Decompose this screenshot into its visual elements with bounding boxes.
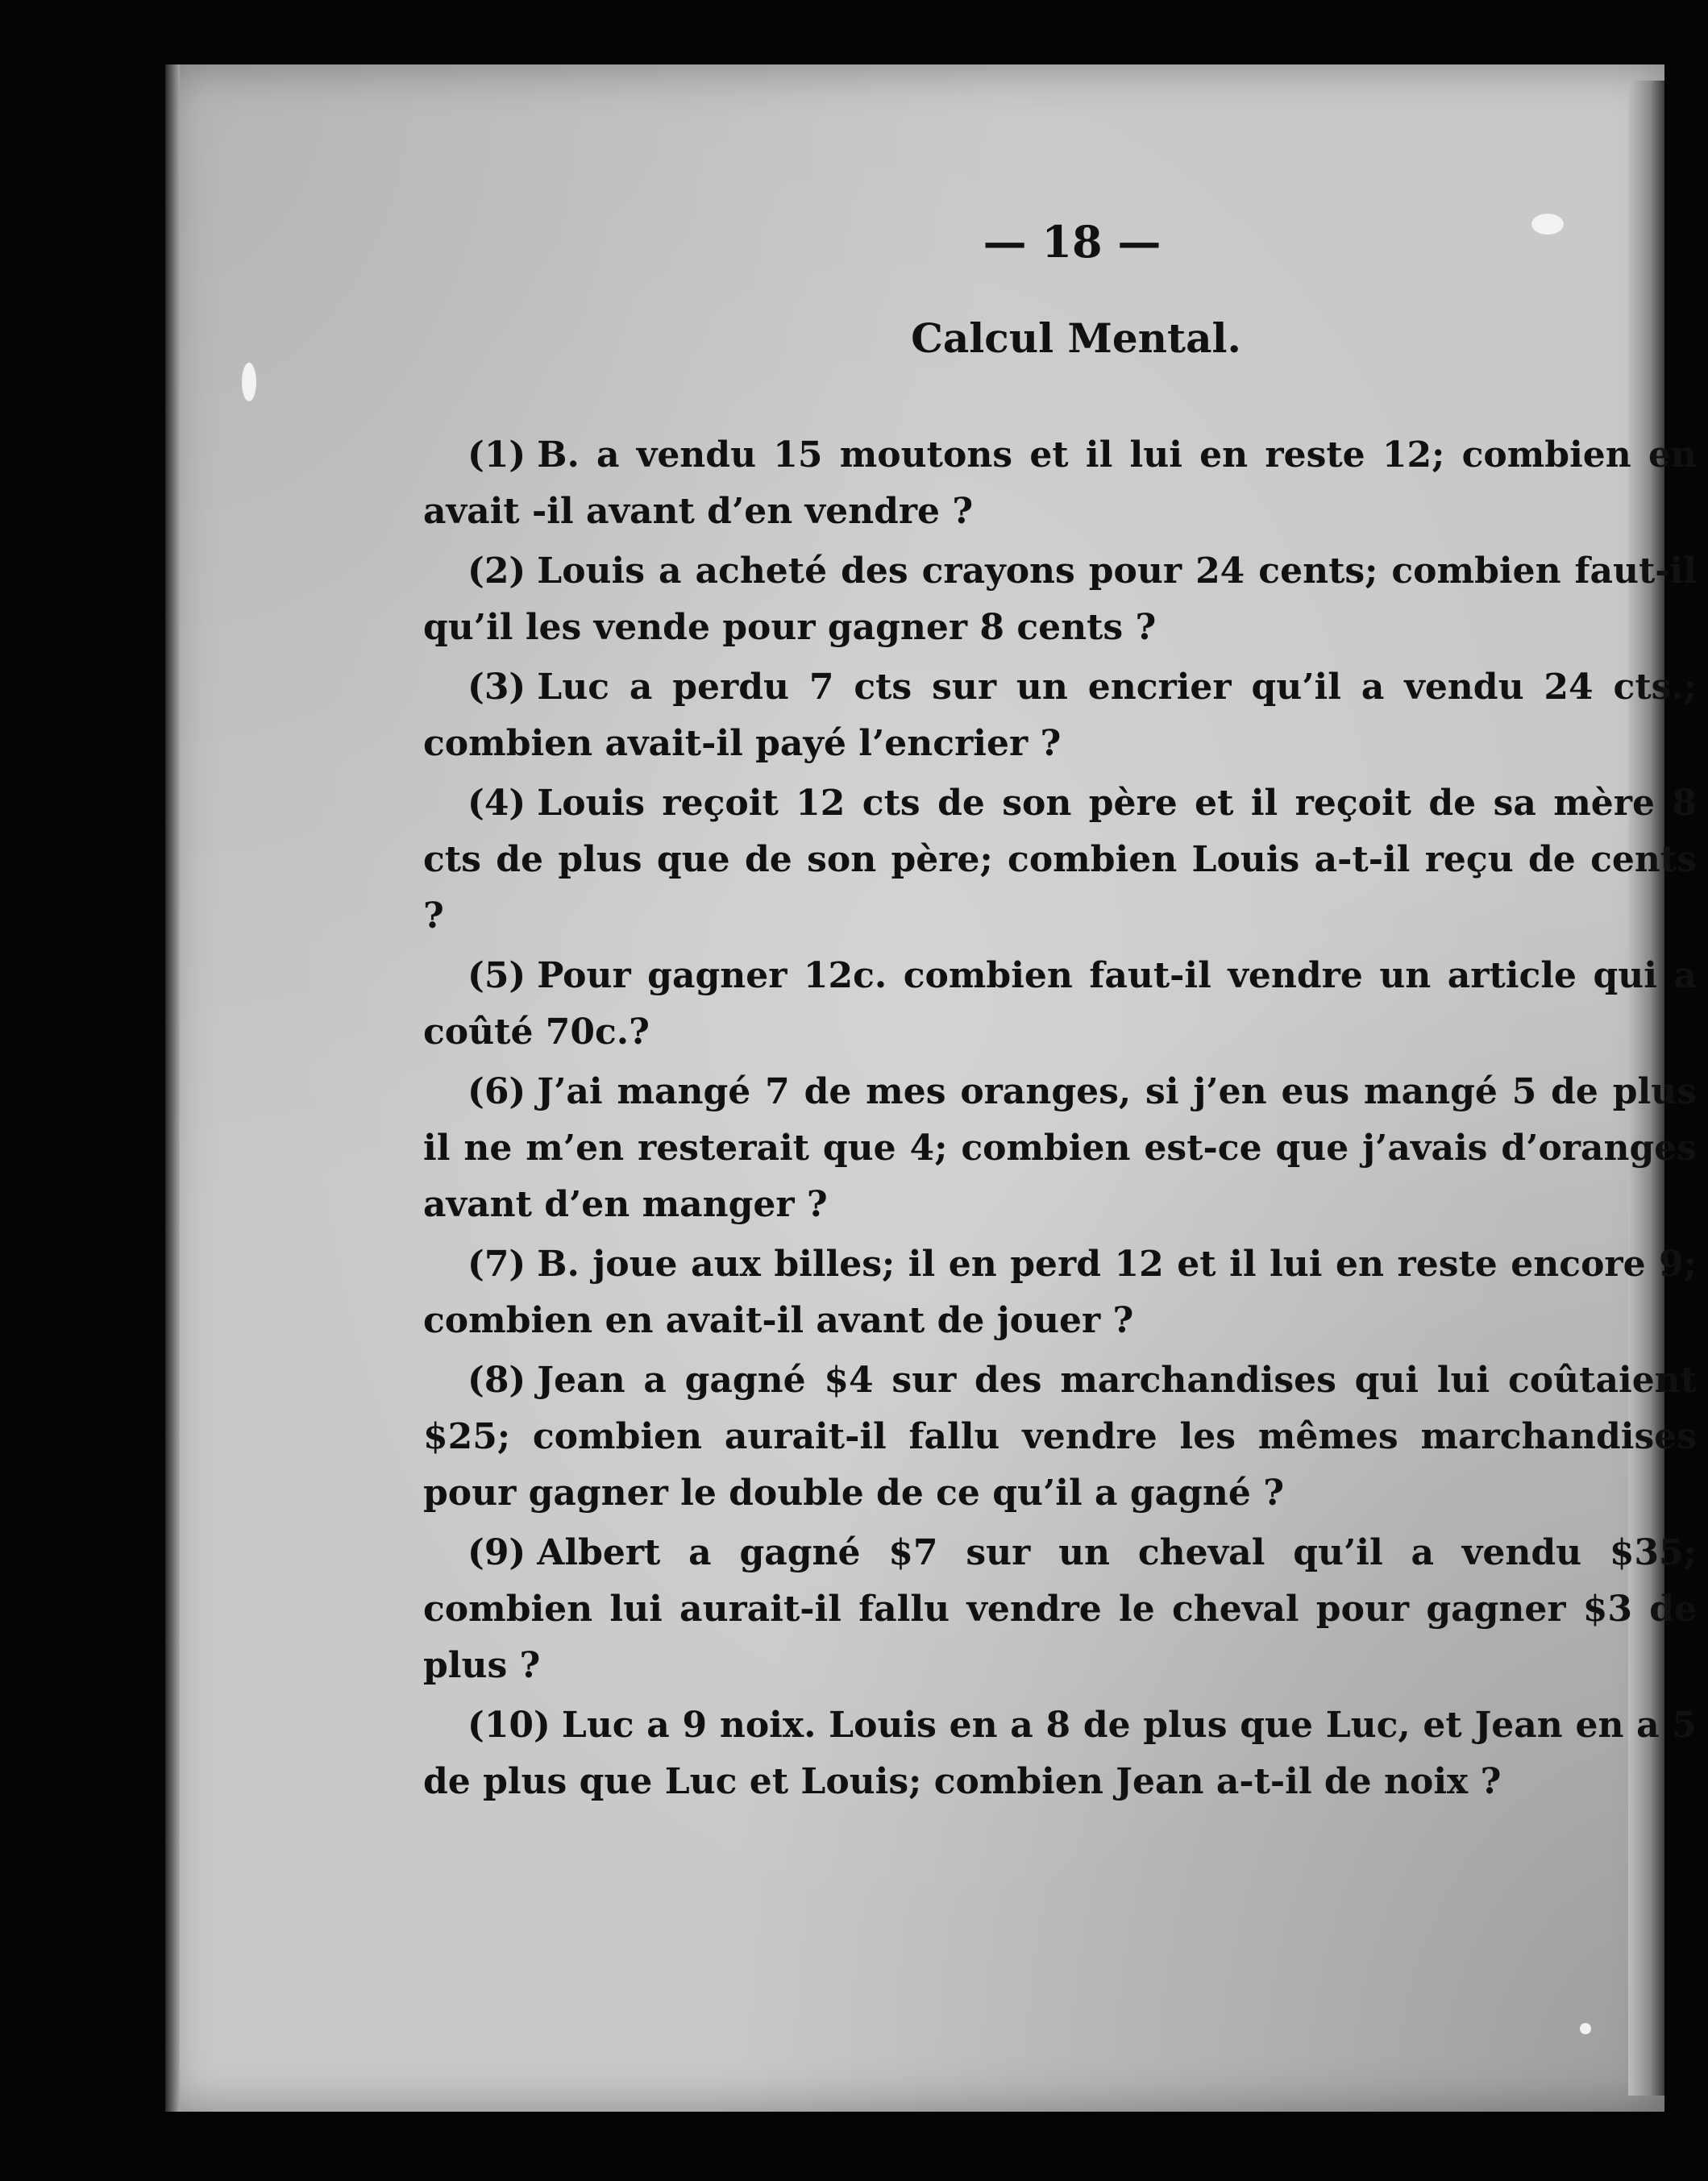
book-page (165, 64, 1697, 2112)
problem-text: Luc a perdu 7 cts sur un encrier qu’il a vendu 24 cts.; combien avait-il payé l’encrier ? (423, 667, 1697, 764)
problem-2 (423, 543, 1697, 656)
problem-text: Albert a gagné $7 sur un cheval qu’il a vendu $35; combien lui aurait-il fallu vendre le cheval pour gagner $3 de plus ? (423, 1532, 1697, 1686)
problem-number: (1) (468, 434, 526, 476)
paper-speck (242, 363, 256, 401)
problem-number: (7) (468, 1244, 526, 1285)
problem-text: Louis a acheté des crayons pour 24 cents; combien faut-il qu’il les vende pour gagner 8 cents ? (423, 550, 1697, 648)
page-number: — 18 — (983, 216, 1162, 268)
problem-text: B. a vendu 15 moutons et il lui en reste 12; combien en avait -il avant d’en vendre ? (423, 434, 1697, 532)
paper-speck (1580, 2023, 1591, 2034)
problem-number: (5) (468, 955, 526, 996)
problem-number: (3) (468, 667, 526, 708)
problem-3 (423, 659, 1697, 772)
problem-number: (10) (468, 1705, 551, 1746)
section-title: Calcul Mental. (911, 314, 1241, 362)
problem-text: Jean a gagné $4 sur des marchandises qui lui coûtaient $25; combien aurait-il fallu vendre les mêmes marchandises pour gagner le double de ce qu’il a gagné ? (423, 1360, 1697, 1514)
page-content (423, 218, 1697, 1813)
problem-8 (423, 1352, 1697, 1522)
problem-text: B. joue aux billes; il en perd 12 et il lui en reste encore 9; combien en avait-il avant de jouer ? (423, 1244, 1697, 1341)
problem-number: (4) (468, 783, 526, 824)
problem-4 (423, 775, 1697, 945)
problem-text: Pour gagner 12c. combien faut-il vendre un article qui a coûté 70c.? (423, 955, 1697, 1053)
problem-number: (9) (468, 1532, 526, 1573)
problem-5 (423, 948, 1697, 1061)
problem-number: (6) (468, 1071, 526, 1112)
problem-6 (423, 1064, 1697, 1233)
problem-9 (423, 1525, 1697, 1694)
problem-number: (2) (468, 550, 526, 592)
problem-10 (423, 1697, 1697, 1810)
page-left-edge (165, 64, 180, 2112)
problem-text: J’ai mangé 7 de mes oranges, si j’en eus mangé 5 de plus il ne m’en resterait que 4; combien est-ce que j’avais d’oranges avant d’en manger ? (423, 1071, 1697, 1225)
problem-text: Luc a 9 noix. Louis en a 8 de plus que Luc, et Jean en a 5 de plus que Luc et Louis; combien Jean a-t-il de noix ? (423, 1705, 1697, 1802)
problem-number: (8) (468, 1360, 526, 1401)
problem-1 (423, 427, 1697, 540)
problem-7 (423, 1236, 1697, 1349)
problem-text: Louis reçoit 12 cts de son père et il reçoit de sa mère 8 cts de plus que de son père; combien Louis a-t-il reçu de cents ? (423, 783, 1697, 937)
